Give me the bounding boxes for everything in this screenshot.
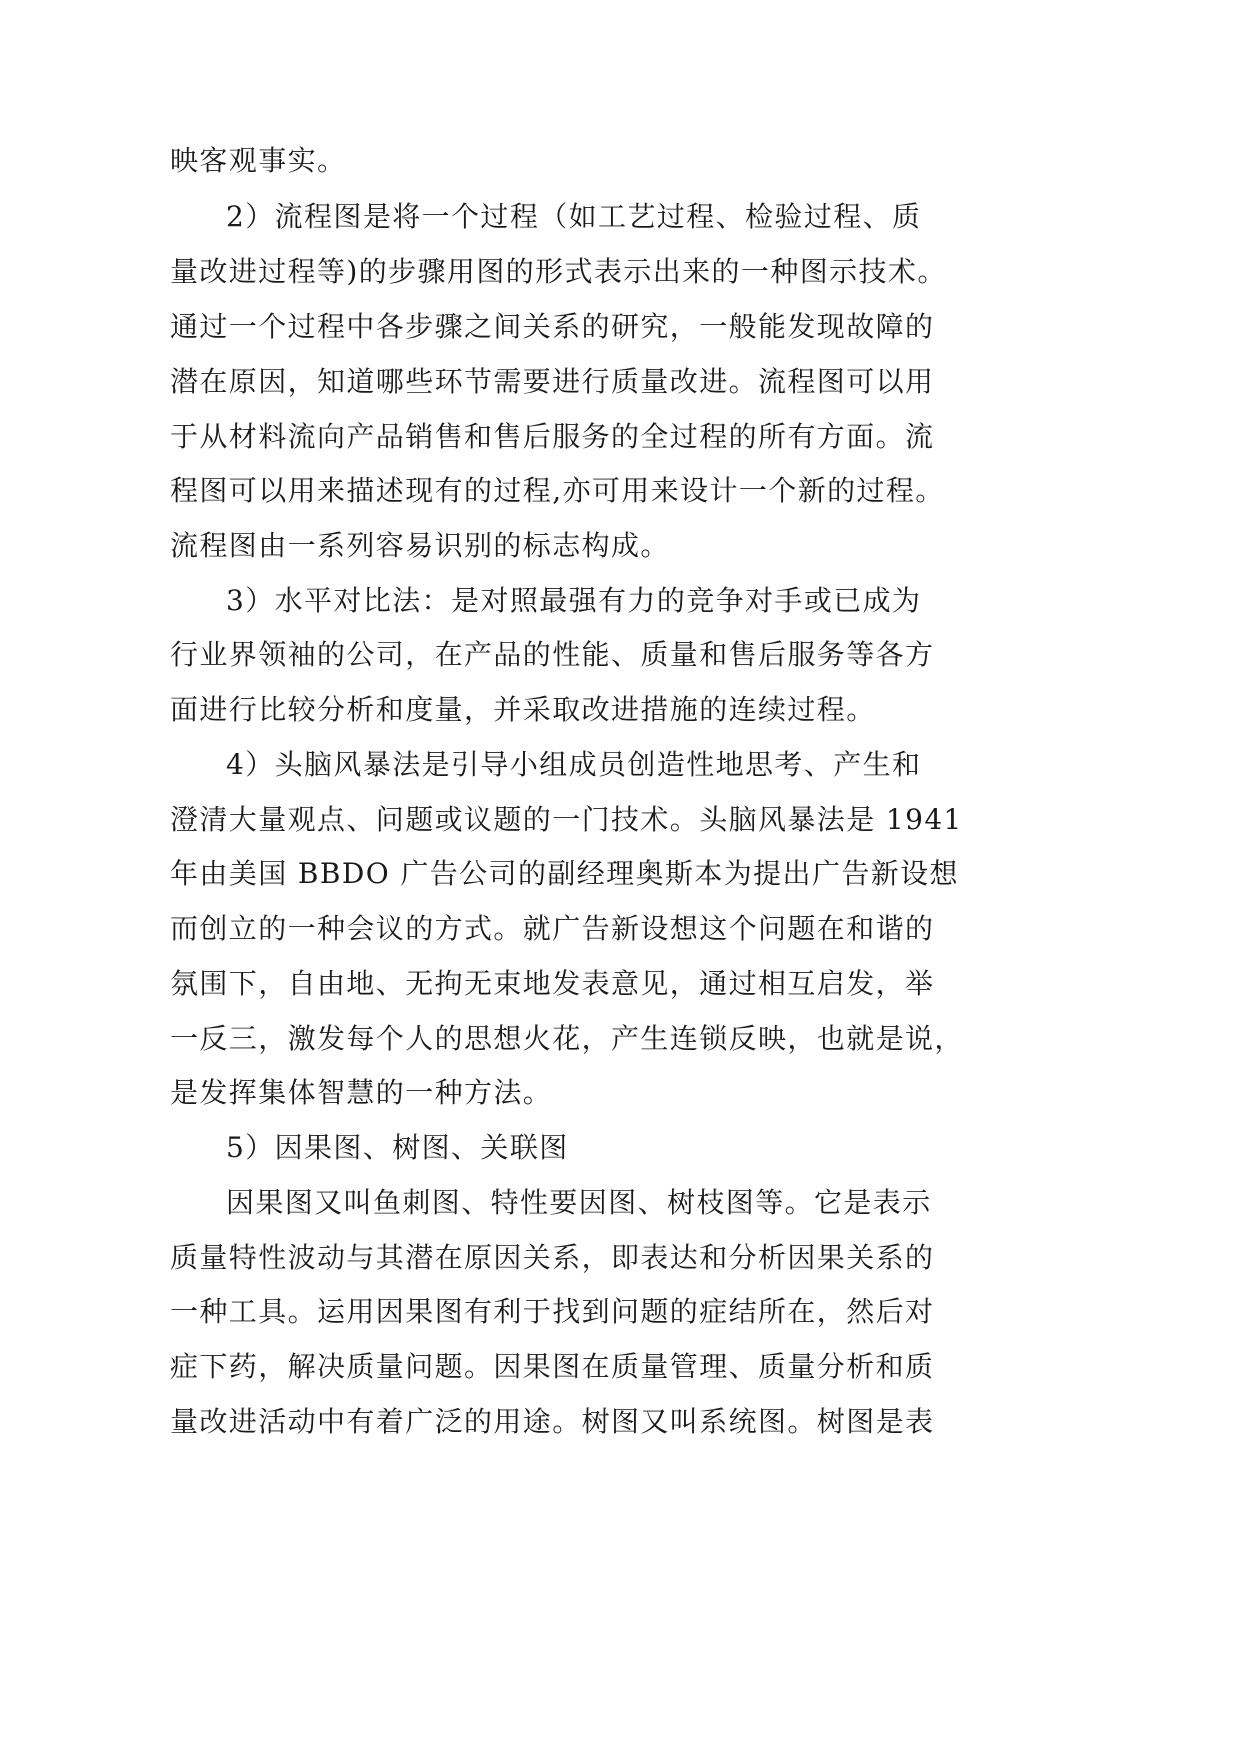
- text-line: 面进行比较分析和度量，并采取改进措施的连续过程。: [170, 693, 876, 726]
- text-line: 映客观事实。: [170, 144, 347, 177]
- text-line: 质量特性波动与其潜在原因关系，即表达和分析因果关系的: [170, 1241, 935, 1274]
- text-line: 通过一个过程中各步骤之间关系的研究，一般能发现故障的: [170, 310, 935, 343]
- text-line: 澄清大量观点、问题或议题的一门技术。头脑风暴法是 1941: [170, 803, 963, 836]
- text-line: 而创立的一种会议的方式。就广告新设想这个问题在和谐的: [170, 912, 935, 945]
- text-line: 量改进活动中有着广泛的用途。树图又叫系统图。树图是表: [170, 1405, 935, 1438]
- text-line: 3）水平对比法：是对照最强有力的竞争对手或已成为: [226, 584, 922, 617]
- text-line: 因果图又叫鱼刺图、特性要因图、树枝图等。它是表示: [226, 1186, 932, 1219]
- text-line: 行业界领袖的公司，在产品的性能、质量和售后服务等各方: [170, 638, 935, 671]
- text-line: 于从材料流向产品销售和售后服务的全过程的所有方面。流: [170, 420, 935, 453]
- text-line: 一种工具。运用因果图有利于找到问题的症结所在，然后对: [170, 1295, 935, 1328]
- text-line: 量改进过程等)的步骤用图的形式表示出来的一种图示技术。: [170, 255, 947, 288]
- text-line: 2）流程图是将一个过程（如工艺过程、检验过程、质: [226, 200, 922, 233]
- text-line: 氛围下，自由地、无拘无束地发表意见，通过相互启发，举: [170, 967, 935, 1000]
- text-line: 4）头脑风暴法是引导小组成员创造性地思考、产生和: [226, 748, 922, 781]
- text-line: 一反三，激发每个人的思想火花，产生连锁反映，也就是说，: [170, 1022, 964, 1055]
- text-line: 潜在原因，知道哪些环节需要进行质量改进。流程图可以用: [170, 365, 935, 398]
- text-line: 流程图由一系列容易识别的标志构成。: [170, 529, 670, 562]
- text-line: 年由美国 BBDO 广告公司的副经理奥斯本为提出广告新设想: [170, 857, 959, 890]
- text-line: 5）因果图、树图、关联图: [226, 1131, 569, 1164]
- text-line: 是发挥集体智慧的一种方法。: [170, 1076, 553, 1109]
- text-line: 症下药，解决质量问题。因果图在质量管理、质量分析和质: [170, 1350, 935, 1383]
- text-line: 程图可以用来描述现有的过程,亦可用来设计一个新的过程。: [170, 474, 945, 507]
